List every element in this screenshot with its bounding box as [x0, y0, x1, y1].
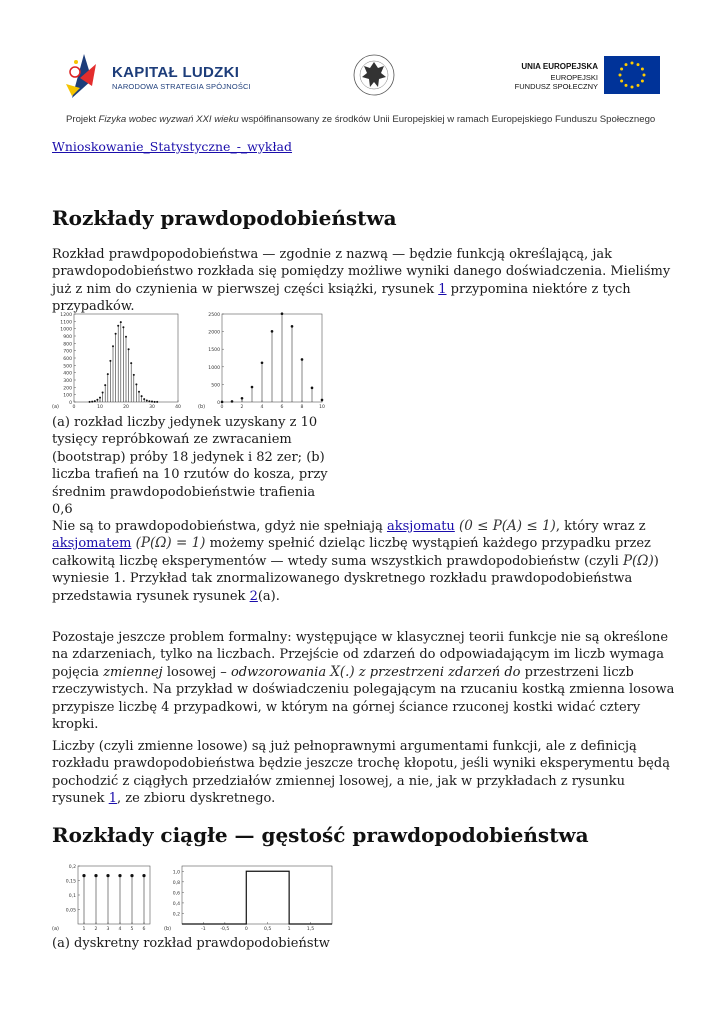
x-tick-label: 0,5	[264, 927, 272, 932]
paragraph-text: ) wyniesie 1. Przykład tak znormalizowanego dyskretnego rozkładu prawdopodobieństwa przedstawia rysunek rysunek	[52, 553, 659, 604]
eu-star-icon	[641, 80, 644, 83]
bar-marker	[156, 401, 158, 403]
panel-label: (b)	[164, 926, 172, 932]
bar-marker	[321, 399, 324, 402]
paragraph-italic: z przestrzeni zdarzeń do	[354, 664, 521, 680]
eu-star-icon	[637, 84, 640, 87]
plot-frame	[78, 866, 150, 924]
x-tick-label: 0	[72, 405, 76, 410]
y-tick-label: 1,0	[172, 870, 180, 876]
paragraph-intro	[52, 246, 677, 316]
university-seal-text	[0, 0, 1, 1]
x-tick-label: 1	[82, 927, 86, 932]
x-tick-label: 40	[175, 405, 181, 410]
y-tick-label: 500	[211, 383, 220, 389]
eu-star-icon	[631, 62, 634, 65]
bar-marker	[107, 373, 109, 375]
paragraph-text: Nie są to prawdopodobieństwa, gdyż nie spełniają	[52, 519, 387, 534]
bar-marker	[146, 400, 148, 402]
figure-1-caption: (a) rozkład liczby jedynek uzyskany z 10 tysięcy repróbkowań ze zwracaniem (bootstrap) próby 18 jedynek i 82 zer; (b) liczba trafień na 10 rzutów do kosza, przy średnim prawdopodobieństwie trafienia 0,6	[52, 415, 328, 518]
x-tick-label: 30	[149, 405, 155, 410]
paragraph-axioms	[52, 518, 677, 605]
bar-marker	[251, 386, 254, 389]
y-tick-label: 400	[63, 371, 72, 377]
bar-marker	[109, 360, 111, 362]
bar-marker	[231, 400, 234, 403]
axiom-link-2[interactable]: aksjomatem	[52, 536, 132, 552]
axiom-link-1[interactable]: aksjomatu	[386, 519, 455, 534]
paragraph-text: losowej –	[162, 664, 231, 680]
bar-marker	[142, 874, 145, 877]
y-tick-label: 0,4	[172, 901, 180, 907]
bar-marker	[291, 325, 294, 328]
paragraph-text: możemy spełnić dzieląc liczbę wystąpień każdego przypadku przez całkowitą liczbę eksperymentów — wtedy suma wszystkich prawdopodobieństw (czyli	[52, 536, 651, 569]
paragraph-text: przypomina niektóre z tych przypadków.	[52, 281, 631, 315]
eu-star-icon	[625, 63, 628, 66]
bar-marker	[148, 400, 150, 402]
y-tick-label: 0,15	[65, 879, 76, 885]
x-tick-label: 10	[97, 405, 103, 410]
x-tick-label: 2	[240, 405, 244, 410]
bar-marker	[130, 874, 133, 877]
y-tick-label: 900	[63, 335, 72, 340]
eu-star-icon	[620, 68, 623, 71]
bar-marker	[120, 321, 122, 323]
y-tick-label: 0,2	[172, 912, 180, 918]
x-tick-label: 3	[106, 927, 110, 932]
x-tick-label: 20	[123, 405, 129, 410]
math-axiom-1: (0 ≤ P(A) ≤ 1)	[458, 518, 556, 534]
chart-1a	[52, 312, 181, 410]
y-tick-label: 800	[63, 342, 72, 348]
paragraph-text: , który wraz z	[555, 519, 646, 534]
project-title: Fizyka wobec wyzwań XXI wieku	[98, 114, 239, 125]
bar-marker	[125, 336, 127, 338]
plot-frame	[182, 866, 332, 924]
bar-marker	[143, 398, 145, 400]
bar-marker	[261, 361, 264, 364]
figure-2-caption: (a) dyskretny rozkład prawdopodobieństw	[52, 936, 330, 951]
y-tick-label: 200	[63, 386, 72, 392]
panel-label: (a)	[52, 926, 59, 932]
x-tick-label: 2	[94, 927, 98, 932]
bar-marker	[82, 874, 85, 877]
panel-label: (a)	[52, 404, 59, 410]
y-tick-label: 0,05	[65, 908, 76, 914]
math-x: X(.)	[330, 663, 355, 680]
paragraph-text: (a).	[257, 588, 280, 604]
x-tick-label: -1	[201, 927, 206, 932]
panel-label: (b)	[198, 404, 206, 410]
bar-marker	[104, 384, 106, 386]
y-tick-label: 1100	[60, 320, 72, 326]
bar-marker	[122, 326, 124, 328]
eu-star-icon	[620, 80, 623, 83]
y-tick-label: 0,8	[172, 880, 180, 886]
x-tick-label: 8	[300, 405, 304, 410]
y-tick-label: 700	[63, 349, 72, 355]
bar-marker	[94, 874, 97, 877]
y-tick-label: 2500	[208, 313, 220, 318]
bar-marker	[99, 397, 101, 399]
bar-marker	[138, 391, 140, 393]
y-tick-label: 1200	[60, 313, 72, 318]
x-tick-label: 10	[319, 405, 325, 410]
bar-marker	[281, 312, 284, 315]
x-tick-label: 1,5	[306, 927, 315, 932]
series-line	[182, 871, 332, 924]
paragraph-text: Rozkład prawdpopodobieństwa — zgodnie z nazwą — będzie funkcją określającą, jak prawdopodobieństwo rozkłada się pomiędzy możliwe wyniki danego doświadczenia. Mieliśmy już z nim do czynienia w pierwszej części książki, rysunek	[52, 247, 671, 297]
x-tick-label: 0	[220, 405, 224, 410]
bar-marker	[89, 401, 91, 403]
y-tick-label: 2000	[208, 330, 220, 336]
x-tick-label: 1	[287, 927, 291, 932]
bar-marker	[96, 399, 98, 401]
y-tick-label: 100	[63, 393, 72, 399]
y-tick-label: 0,1	[68, 894, 76, 899]
x-tick-label: 4	[118, 927, 122, 932]
paragraph-text: Pozostaje jeszcze problem formalny: występujące w klasycznej teorii funkcje nie są określone na zdarzeniach, tylko na liczbach. Przejście od zdarzeń do odpowiadającym im liczb wymaga pojęcia	[52, 630, 669, 680]
y-tick-label: 1500	[208, 348, 220, 354]
project-line	[66, 114, 655, 125]
figure-ref-link-1[interactable]: 1	[438, 281, 447, 297]
x-tick-label: 6	[142, 927, 146, 932]
figure-1-charts	[52, 310, 342, 414]
university-seal-logo	[352, 50, 396, 100]
paragraph-text: Liczby (czyli zmienne losowe) są już pełnoprawnymi argumentami funkcji, ale z definicją rozkładu prawdopodobieństwa będzie jeszcze trochę kłopotu, jeśli wyniki eksperymentu będą pochodzić z ciągłych przedziałów zmiennej losowej, a nie, jak w przykładach z rysunku rysunek	[52, 739, 670, 807]
y-tick-label: 500	[63, 364, 72, 370]
eu-flag-icon	[604, 56, 660, 94]
bar-marker	[118, 874, 121, 877]
eu-star-icon	[641, 68, 644, 71]
eu-star-icon	[625, 84, 628, 87]
paragraph-continuous	[52, 738, 677, 808]
paragraph-text: , ze zbioru dyskretnego.	[116, 791, 276, 807]
x-tick-label: 6	[280, 405, 284, 410]
bar-marker	[130, 362, 132, 364]
kapital-ludzki-title: KAPITAŁ LUDZKI	[112, 64, 240, 81]
figure-2-charts	[52, 862, 342, 936]
bar-marker	[141, 395, 143, 397]
kapital-ludzki-logo	[62, 50, 110, 100]
bar-marker	[102, 391, 104, 393]
bar-marker	[115, 333, 117, 335]
eu-subtitle	[500, 73, 598, 91]
chart-2a	[52, 864, 150, 932]
paragraph-text: przestrzeni liczb rzeczywistych. Na przykład w doświadczeniu polegającym na rzucaniu kostką zmienna losowa przypisze liczbę 4 przypadkowi, w którym na górnej ściance rzuconej kostki widać cztery kropki.	[52, 664, 675, 733]
x-tick-label: -0,5	[220, 927, 230, 932]
page-header	[0, 0, 725, 135]
bar-marker	[117, 325, 119, 327]
bar-marker	[301, 358, 304, 361]
chart-1b	[198, 312, 325, 410]
project-suffix: współfinansowany ze środków Unii Europejskiej w ramach Europejskiego Funduszu Społecznego	[238, 114, 656, 125]
y-tick-label: 0,6	[172, 891, 180, 897]
section-title-ciagle: Rozkłady ciągłe — gęstość prawdopodobieństwa	[52, 823, 589, 847]
figure-ref-link-2[interactable]: 2	[249, 588, 258, 604]
y-tick-label: 0	[217, 401, 220, 406]
paragraph-italic: odwzorowania	[230, 664, 327, 680]
x-tick-label: 5	[130, 927, 134, 932]
eu-line-3: FUNDUSZ SPOŁECZNY	[514, 82, 598, 91]
bar-marker	[241, 397, 244, 400]
eu-line-2: EUROPEJSKI	[550, 73, 598, 82]
bar-marker	[151, 401, 153, 403]
bar-marker	[135, 383, 137, 385]
bar-marker	[91, 401, 93, 403]
bar-marker	[106, 874, 109, 877]
paragraph-italic: zmiennej	[103, 664, 163, 680]
x-tick-label: 4	[260, 405, 264, 410]
bar-marker	[221, 401, 224, 404]
paragraph-random-variable	[52, 629, 677, 733]
bar-marker	[94, 400, 96, 402]
bar-marker	[154, 401, 156, 403]
chart-2b	[164, 866, 332, 932]
x-tick-label: 0	[244, 927, 248, 932]
eu-star-icon	[619, 74, 622, 77]
bar-marker	[112, 345, 114, 347]
y-tick-label: 0,2	[68, 865, 76, 870]
math-axiom-2: (P(Ω) = 1)	[135, 535, 206, 552]
bar-marker	[128, 348, 130, 350]
bar-marker	[311, 387, 314, 390]
kapital-ludzki-subtitle: NARODOWA STRATEGIA SPÓJNOŚCI	[112, 82, 251, 91]
eu-title: UNIA EUROPEJSKA	[521, 62, 598, 71]
eu-star-icon	[631, 86, 634, 89]
breadcrumb-link[interactable]: Wnioskowanie_Statystyczne_-_wykład	[52, 139, 293, 154]
math-p-omega: P(Ω)	[622, 552, 654, 569]
y-tick-label: 1000	[208, 365, 220, 371]
y-tick-label: 0	[69, 401, 72, 406]
y-tick-label: 1000	[60, 327, 72, 333]
figure-ref-link-3[interactable]: 1	[108, 791, 117, 807]
project-prefix: Projekt	[66, 114, 99, 125]
eu-star-icon	[637, 63, 640, 66]
bar-marker	[271, 330, 274, 333]
bar-marker	[133, 374, 135, 376]
y-tick-label: 600	[63, 357, 72, 362]
y-tick-label: 300	[63, 379, 72, 384]
section-title-rozklady: Rozkłady prawdopodobieństwa	[52, 206, 397, 230]
eu-star-icon	[643, 74, 646, 77]
